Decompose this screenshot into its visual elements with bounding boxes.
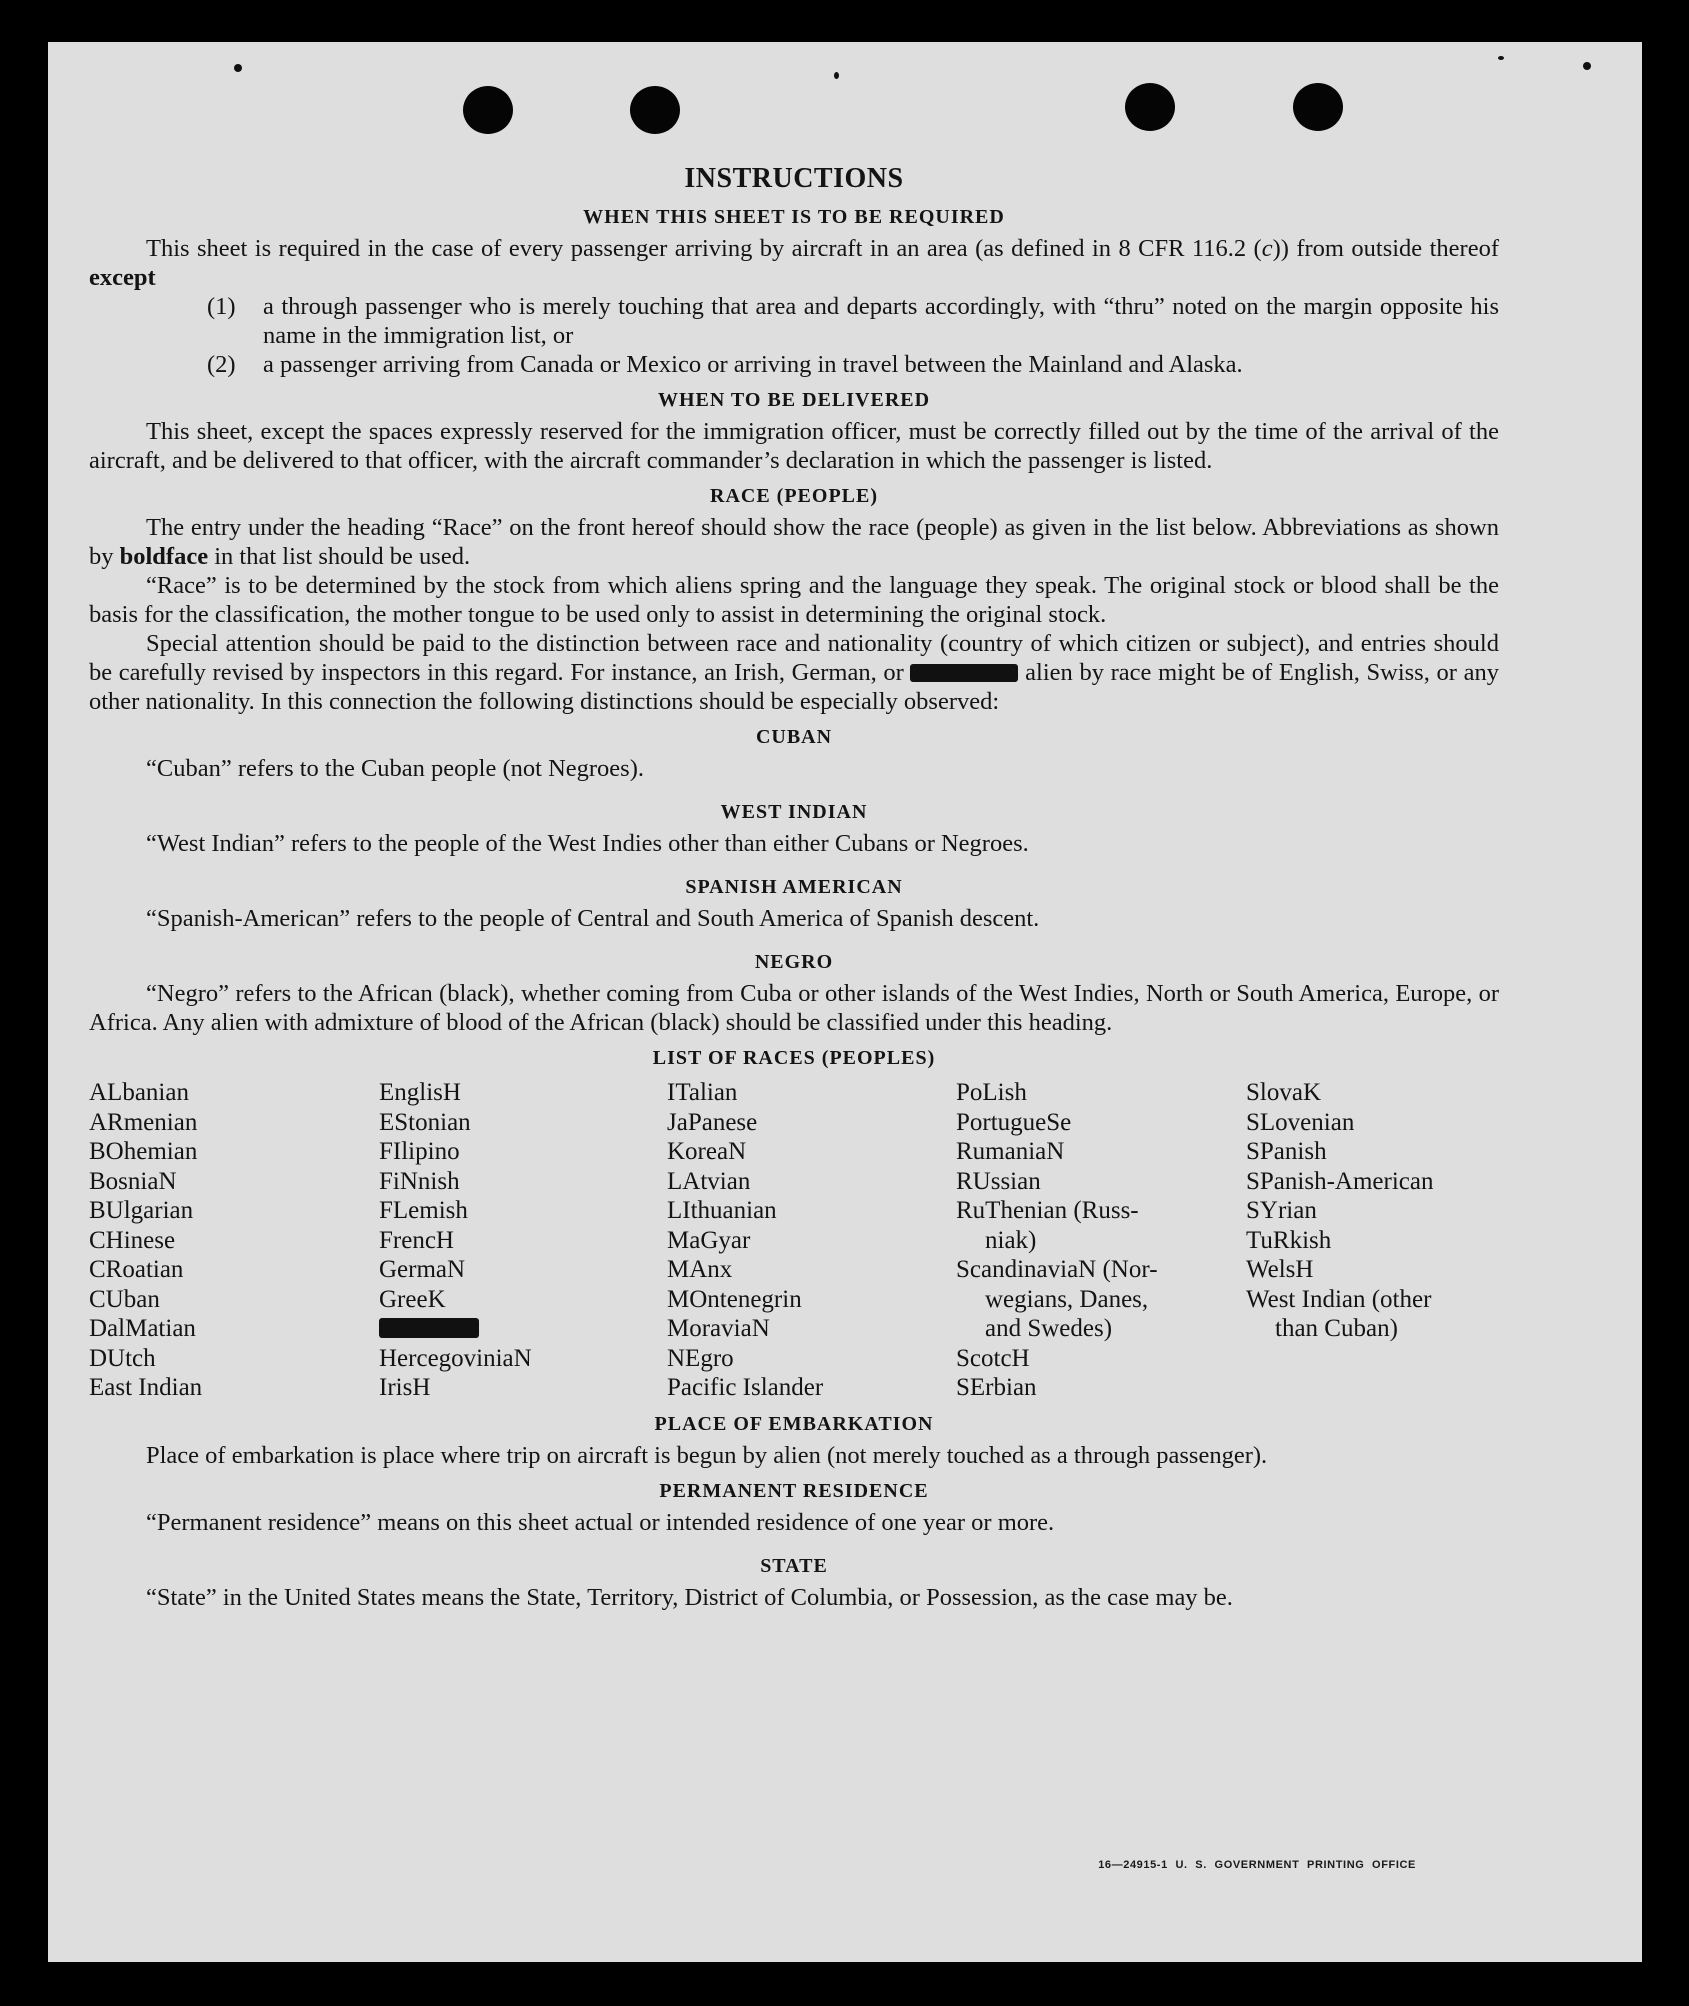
race-entry: FrencH	[379, 1226, 454, 1254]
scan-speck	[234, 64, 242, 72]
race-entry: RuThenian (Russ-	[956, 1197, 1139, 1224]
race-entry: PortugueSe	[956, 1108, 1072, 1136]
race-entry: DUtch	[89, 1344, 156, 1372]
section-heading-state: STATE	[760, 1554, 828, 1577]
exception-number: (1)	[207, 293, 236, 320]
race-entry: ALbanian	[89, 1079, 189, 1106]
state-text: “State” in the United States means the State, Territory, District of Columbia, or Possession, as the case may be.	[146, 1583, 1233, 1611]
scan-speck	[834, 72, 839, 79]
race-entry-redacted	[379, 1314, 667, 1344]
race-entry: FiNnish	[379, 1167, 460, 1195]
race-entry: BUlgarian	[89, 1197, 194, 1224]
section-heading-list: LIST OF RACES (PEOPLES)	[652, 1047, 936, 1069]
race-entry: MoraviaN	[667, 1315, 770, 1342]
race-entry: CHinese	[89, 1226, 176, 1254]
race-entry: wegians, Danes,	[985, 1285, 1149, 1313]
race-entry: PoLish	[956, 1079, 1027, 1106]
race-entry: Pacific Islander	[667, 1374, 824, 1401]
race-entry: WelsH	[1246, 1256, 1314, 1283]
races-column	[379, 1078, 667, 1403]
section-heading-embarkation: PLACE OF EMBARKATION	[654, 1412, 934, 1435]
race-entry: RUssian	[956, 1167, 1041, 1195]
required-intro: This sheet is required in the case of every passenger arriving by aircraft in an area (as defined in 8 CFR 116.2 (c)) from outside thereof except	[89, 235, 1499, 291]
west-indian-text: “West Indian” refers to the people of the West Indies other than either Cubans or Negroes.	[146, 830, 1029, 857]
race-entry: SlovaK	[1246, 1079, 1321, 1106]
punch-hole	[1293, 83, 1343, 131]
race-entry: TuRkish	[1246, 1226, 1332, 1254]
race-entry: JaPanese	[667, 1108, 758, 1136]
section-heading-race: RACE (PEOPLE)	[710, 485, 878, 507]
race-entry: SErbian	[956, 1374, 1037, 1401]
printer-footer: 16—24915-1 U. S. GOVERNMENT PRINTING OFFICE	[1098, 1859, 1416, 1871]
negro-text: “Negro” refers to the African (black), whether coming from Cuba or other islands of the West Indies, North or South America, Europe, or Africa. Any alien with admixture of blood of the African (black) should be classified under this heading.	[89, 980, 1499, 1036]
section-heading-west-indian: WEST INDIAN	[720, 801, 868, 823]
document-sheet	[48, 42, 1642, 1962]
exception-item	[207, 292, 1499, 350]
race-entry: KoreaN	[667, 1138, 747, 1165]
race-entry: BosniaN	[89, 1167, 177, 1195]
section-heading-spanish-american: SPANISH AMERICAN	[685, 876, 903, 898]
instructions-body	[89, 162, 1499, 1612]
race-entry: EStonian	[379, 1108, 471, 1136]
delivered-text: This sheet, except the spaces expressly reserved for the immigration officer, must be correctly filled out by the time of the arrival of the aircraft, and be delivered to that officer, with the aircraft commander’s declaration in which the passenger is listed.	[89, 418, 1499, 474]
section-heading-required: WHEN THIS SHEET IS TO BE REQUIRED	[583, 206, 1005, 228]
cuban-text: “Cuban” refers to the Cuban people (not Negroes).	[146, 755, 644, 782]
embarkation-text: Place of embarkation is place where trip on aircraft is begun by alien (not merely touched as a through passenger).	[146, 1441, 1268, 1469]
punch-hole	[630, 86, 680, 134]
section-heading-delivered: WHEN TO BE DELIVERED	[657, 389, 931, 411]
punch-hole	[463, 86, 513, 134]
race-entry: FIlipino	[379, 1138, 460, 1165]
race-entry: CRoatian	[89, 1256, 184, 1283]
race-entry: ScotcH	[956, 1344, 1030, 1372]
race-entry: IrisH	[379, 1374, 431, 1401]
races-column	[667, 1078, 956, 1403]
section-heading-negro: NEGRO	[754, 951, 834, 973]
redaction-mark	[910, 664, 1018, 682]
race-entry: GermaN	[379, 1256, 466, 1283]
scan-speck	[1583, 62, 1591, 70]
race-entry: East Indian	[89, 1374, 203, 1401]
races-list	[89, 1078, 1499, 1403]
race-entry: niak)	[985, 1226, 1037, 1254]
race-entry: MOntenegrin	[667, 1285, 802, 1313]
exception-text: a passenger arriving from Canada or Mexico or arriving in travel between the Mainland and Alaska.	[263, 351, 1243, 378]
exception-item	[207, 350, 1499, 379]
race-entry: CUban	[89, 1285, 160, 1313]
race-entry: ARmenian	[89, 1108, 198, 1136]
race-entry: FLemish	[379, 1197, 468, 1224]
section-heading-residence: PERMANENT RESIDENCE	[659, 1479, 929, 1502]
race-entry: RumaniaN	[956, 1138, 1065, 1165]
race-entry: BOhemian	[89, 1138, 198, 1165]
spanish-american-text: “Spanish-American” refers to the people of Central and South America of Spanish descent.	[146, 905, 1040, 932]
race-entry: West Indian (other	[1246, 1285, 1432, 1313]
redaction-mark	[379, 1318, 479, 1338]
race-entry: LAtvian	[667, 1167, 751, 1195]
race-entry: LIthuanian	[667, 1197, 777, 1224]
residence-text: “Permanent residence” means on this sheet actual or intended residence of one year or more.	[146, 1508, 1055, 1536]
races-column	[956, 1078, 1246, 1403]
race-entry: SLovenian	[1246, 1108, 1355, 1136]
race-entry: DalMatian	[89, 1315, 196, 1342]
race-entry: SPanish	[1246, 1138, 1327, 1165]
race-entry: ScandinaviaN (Nor-	[956, 1256, 1158, 1283]
punch-hole	[1125, 83, 1175, 131]
race-entry: and Swedes)	[985, 1315, 1113, 1342]
race-entry: MaGyar	[667, 1226, 751, 1254]
race-entry: ITalian	[667, 1079, 738, 1106]
race-entry: EnglisH	[379, 1079, 461, 1106]
race-entry: SPanish-American	[1246, 1167, 1434, 1195]
race-entry: than Cuban)	[1275, 1315, 1398, 1342]
race-entry: NEgro	[667, 1344, 734, 1372]
section-heading-cuban: CUBAN	[755, 726, 833, 748]
races-column	[89, 1078, 379, 1403]
race-paragraph-3: Special attention should be paid to the distinction between race and nationality (country of which citizen or subject), and entries should be carefully revised by inspectors in this regard. For instance, an Irish, German, or alien by race might be of English, Swiss, or any other nationality. In this connection the following distinctions should be especially observed:	[89, 630, 1499, 715]
race-entry: HercegoviniaN	[379, 1344, 532, 1372]
race-entry: MAnx	[667, 1256, 733, 1283]
exception-number: (2)	[207, 351, 236, 378]
race-paragraph-2: “Race” is to be determined by the stock from which aliens spring and the language they speak. The original stock or blood shall be the basis for the classification, the mother tongue to be used only to assist in determining the original stock.	[89, 572, 1499, 628]
race-paragraph-1: The entry under the heading “Race” on the front hereof should show the race (people) as given in the list below. Abbreviations as shown by boldface in that list should be used.	[89, 514, 1499, 570]
page-title: INSTRUCTIONS	[684, 163, 904, 194]
races-column	[1246, 1078, 1499, 1403]
race-entry: GreeK	[379, 1285, 446, 1313]
scan-speck	[1498, 56, 1504, 60]
race-entry: SYrian	[1246, 1197, 1317, 1224]
exception-text: a through passenger who is merely touching that area and departs accordingly, with “thru” noted on the margin opposite his name in the immigration list, or	[263, 293, 1499, 349]
